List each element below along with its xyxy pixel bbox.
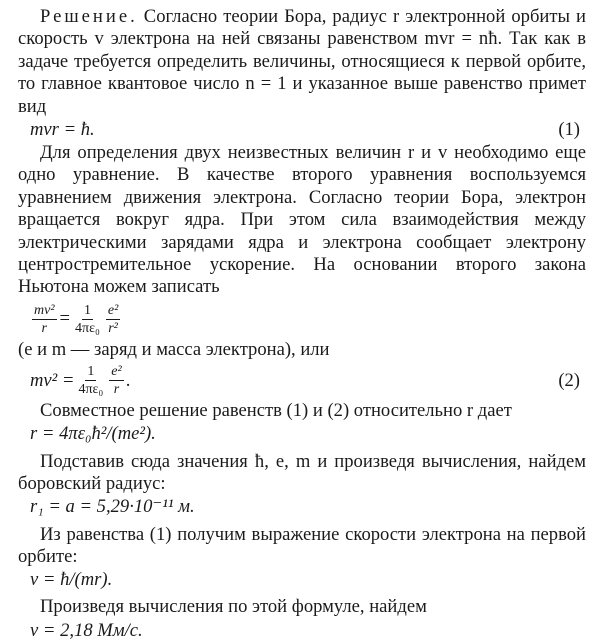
equation-2-body: mv² = $\frac{1}{\text{4πε₀}}$ $\frac{\text{e²}}{r}$ . [30,364,131,398]
equation-1 [18,118,586,142]
paragraph-charge-mass-note: (e и m — заряд и масса электрона), или [18,338,330,360]
equation-velocity: v = ħ/(mr). [30,569,113,591]
equation-radius: r = 4πε₀ħ²/(me²). [30,423,156,445]
equation-1-number: (1) [558,118,580,140]
fraction-lhs: $\frac{\text{mv²}}{r}$ [34,302,55,336]
equation-2-number: (2) [558,369,580,391]
equation-bohr-radius: r₁ = a = 5,29·10⁻¹¹ м. [30,496,195,518]
paragraph-solution-intro [18,6,586,118]
paragraph-text: Согласно теории Бора, радиус r электронной орбиты и скорость v электрона на ней связаны равенством mvr = nħ. Так как в задаче требуется определить величины, относящиеся к первой орбите, то главное квантовое число n = 1 и указанное выше равенство примет вид [18,6,586,117]
fraction-charge-over-r2: $\frac{\text{e²}}{\text{r²}}$ [107,302,119,336]
paragraph-velocity-expression: Из равенства (1) получим выражение скорости электрона на первой орбите: [18,523,586,567]
equation-2 [18,363,586,398]
equation-velocity-value: v = 2,18 Мм/с. [30,619,143,641]
paragraph-joint-solution: Совместное решение равенств (1) и (2) относительно r дает [40,400,512,422]
fraction-charge-over-r: $\frac{\text{e²}}{r}$ [111,364,122,398]
paragraph-compute: Произведя вычисления по этой формуле, найдем [40,596,427,618]
fraction-coulomb-const: $\frac{1}{\text{4πε₀}}$ [75,302,100,336]
paragraph-bohr-radius: Подставив сюда значения ħ, e, m и произведя вычисления, найдем боровский радиус: [18,450,586,495]
equation-motion [18,302,586,337]
equals-sign: = [59,308,71,330]
solution-heading: Решение. [40,6,138,27]
equation-1-body: mvr = ħ. [30,118,95,140]
paragraph-second-equation: Для определения двух неизвестных величин r и v необходимо еще одно уравнение. В качестве второго уравнения воспользуемся уравнением движения электрона. Согласно теории Бора, электрон вращается вокруг ядра. При этом сила взаимодействия между электрическими зарядами ядра и электрона сообщает электрону центростремительное ускорение. На основании второго закона Ньютона можем записать [18,142,586,298]
fraction-coulomb-const-2: $\frac{1}{\text{4πε₀}}$ [78,364,104,398]
